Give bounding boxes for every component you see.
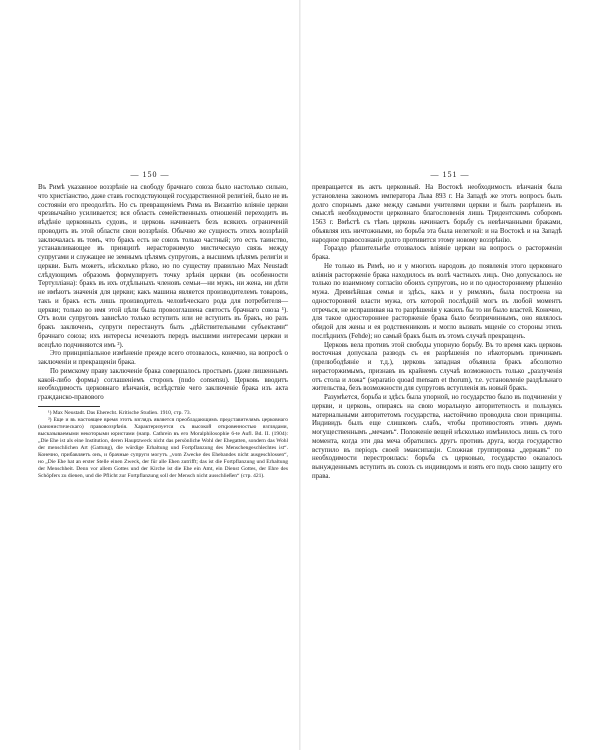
paragraph: Не только въ Римѣ, но и у многихъ народовъ до появленія этого церковнаго вліянія расторженіе брака находилось въ волѣ частныхъ лицъ. Оно допускалось не только по взаимному согласію обоихъ супруговъ, но и по одностороннему рѣшенію мужа. Древнѣйшая семья и здѣсь, какъ и у римлянъ, была построена на односторонней власти мужа, отъ которой послѣдній могъ въ любой моментъ отречься, не испрашивая на то разрѣшенія у какихъ бы то ни было властей. Конечно, для такое одностороннее расторженіе брака было безпричиннымъ, оно являлось обидой для жены и ея родственниковъ и могло вызвать мщеніе со стороны этихъ послѣднихъ (Fehde); но самый бракъ былъ въ этомъ случаѣ прекращенъ.	[312, 262, 562, 340]
page-number: — 150 —	[130, 170, 170, 179]
paragraph: Церковь вела противъ этой свободы упорную борьбу. Въ то время какъ церковь восточная допускала разводъ съ ея разрѣшенія по нѣкоторымъ причинамъ (прелюбодѣяніе и т.д.), церковь западная объявила бракъ абсолютно нерасторжимымъ, признавъ въ крайнемъ случаѣ возможность только „разлученія отъ стола и ложа“ (separatio quoad mensam et thorum), т.е. установленіе раздѣльнаго жительства, безъ возможности для супруговъ вступленія въ новый бракъ.	[312, 341, 562, 393]
left-text-column	[38, 184, 288, 480]
paragraph: Разумѣется, борьба и здѣсь была упорной, но государство было въ подчиненіи у церкви, и церковь, опираясь на свою моральную авторитетность и пользуясь материальными авторитетомъ государства, настойчиво проводила свои принципы. Индивидъ былъ еще слишкомъ слабъ, чтобы противостоять этимъ двумъ могущественнымъ „мечамъ“. Положеніе вещей нѣсколько измѣнилось лишь съ того момента, когда эти два меча обратились другъ противъ друга, когда государство вступило въ періодъ своей эмансипаціи. Сложная группировка „державъ“ по необходимости перестроилась: борьба съ церковью, государство оказалось вынужденнымъ вступить въ союзъ съ индивидомъ и взять его подъ свою защиту его права.	[312, 394, 562, 480]
paragraph: Въ Римѣ указанное воззрѣніе на свободу брачнаго союза было настолько сильно, что христіанство, даже ставъ господствующей государственной религіей, было не въ состояніи его преодолѣть. Но съ превращеніемъ Рима въ Византію вліяніе церкви чрезвычайно усиливается; вся область семейственныхъ отношеній переходитъ въ вѣдѣніе церковныхъ судовъ, и церковь начинаетъ безъ всякихъ ограниченій проводить въ этой области свои воззрѣнія. Обычно же сущность этихъ воззрѣній заключалась въ томъ, что бракъ есть не союзъ только частный; это есть таинство, устанавливающее въ принципѣ нерасторжимую мистическую связь между супругами и служащее не земнымъ цѣлямъ супруговъ, а высшимъ цѣлямъ религіи и церкви. Быть можетъ, нѣсколько рѣзко, но по существу правильно Max Neustadt слѣдующимъ образомъ формулируетъ точку зрѣнія церкви (въ особенности Тертулліана): бракъ въ ихъ отдѣльныхъ членовъ семьи—ни мужъ, ни жена, ни дѣти не имѣютъ значенія для церкви; какъ машина является производителемъ товаровъ, такъ и бракъ есть лишь производитель человѣческаго рода для потребителя—церкви; только во имя этой цѣли была провозглашена святость брачнаго союза ¹). Отъ воли супруговъ зависѣло только вступить или не вступить въ бракъ, но разъ бракъ заключенъ, супруги перестанутъ быть „дѣйствительными субъектами“ брачнаго союза; ихъ интересы исчезаютъ передъ высшими интересами церкви и всецѣло подчиняются имъ ²).	[38, 184, 288, 349]
right-text-column	[312, 184, 562, 482]
paragraph: превращается въ актъ церковный. На Востокѣ необходимость вѣнчанія была установлена закономъ императора Льва 893 г. На Западѣ же этотъ вопросъ былъ долго спорнымъ даже между самыми учителями церкви и былъ разрѣшенъ въ смыслѣ необходимости церковнаго благословенія лишь Тридентскимъ соборомъ 1563 г. Вмѣстѣ съ тѣмъ церковь начинаетъ борьбу съ невѣнчанными браками, объявляя ихъ ничтожными, но борьба эта была нелегкой: и на Востокѣ и на Западѣ народное правосознаніе долго противится этому новому воззрѣнію.	[312, 184, 562, 244]
paragraph: По римскому праву заключеніе брака совершалось простымъ (даже лишеннымъ какой-либо формы) соглашеніемъ сторонъ (nudo consensu). Церковь вводитъ необходимость церковнаго вѣнчанія, вслѣдствіе чего заключеніе брака изъ акта гражданско-правового	[38, 367, 288, 401]
footnote: ²) Еще и въ настоящее время этотъ взглядъ является преобладающимъ представителямъ церковнаго (канонистическаго) правовоззрѣнія. Характеризуется съ высокой откровенностью взглядами, высказываемыми некоторыми юристами (напр. Cathrein въ его Moralphilosophie 6-te Aufl. Bd. II. (1904): „Die Ehe ist als eine Institution, deren Hauptzweck nicht das persönliche Wohl der Ehegatten, sondern das Wohl der menschlichen Art (Gattung), die würdige Erhaltung und Fortpflanzung des Menschengeschlechtes ist“. Конечно, прибавляетъ онъ, и брачные супруги могутъ „vom Zwecke des Ehebandes nicht ausgeschlossen“, но „Die Ehe hat an erster Stelle einen Zweck, der für alle Ehen zutrifft; das ist die Fortpflanzung und Erhaltung der Menschheit. Denn vor allem Gottes und der Kirche ist die Ehe ein Amt, ein Dienst Gottes, der Ehre des Schöpfers zu dienen, und die Pflicht zur Fortpflanzung soll der Mensch nicht ausschließen“ (стр. 421).	[38, 416, 288, 479]
page-number: — 151 —	[430, 170, 470, 179]
footnotes	[38, 410, 288, 480]
footnote-divider	[38, 406, 100, 407]
paragraph: Гораздо рѣшительнѣе отозвалось вліяніе церкви на вопросъ о расторженіи брака.	[312, 245, 562, 261]
footnote: ¹) Max Neustadt. Das Eherecht. Kritische Studien. 1910, стр. 73.	[48, 409, 191, 416]
paragraph: Это принципіальное измѣненіе прежде всего отозвалось, конечно, на вопросѣ о заключеніи и прекращеніи брака.	[38, 350, 288, 366]
